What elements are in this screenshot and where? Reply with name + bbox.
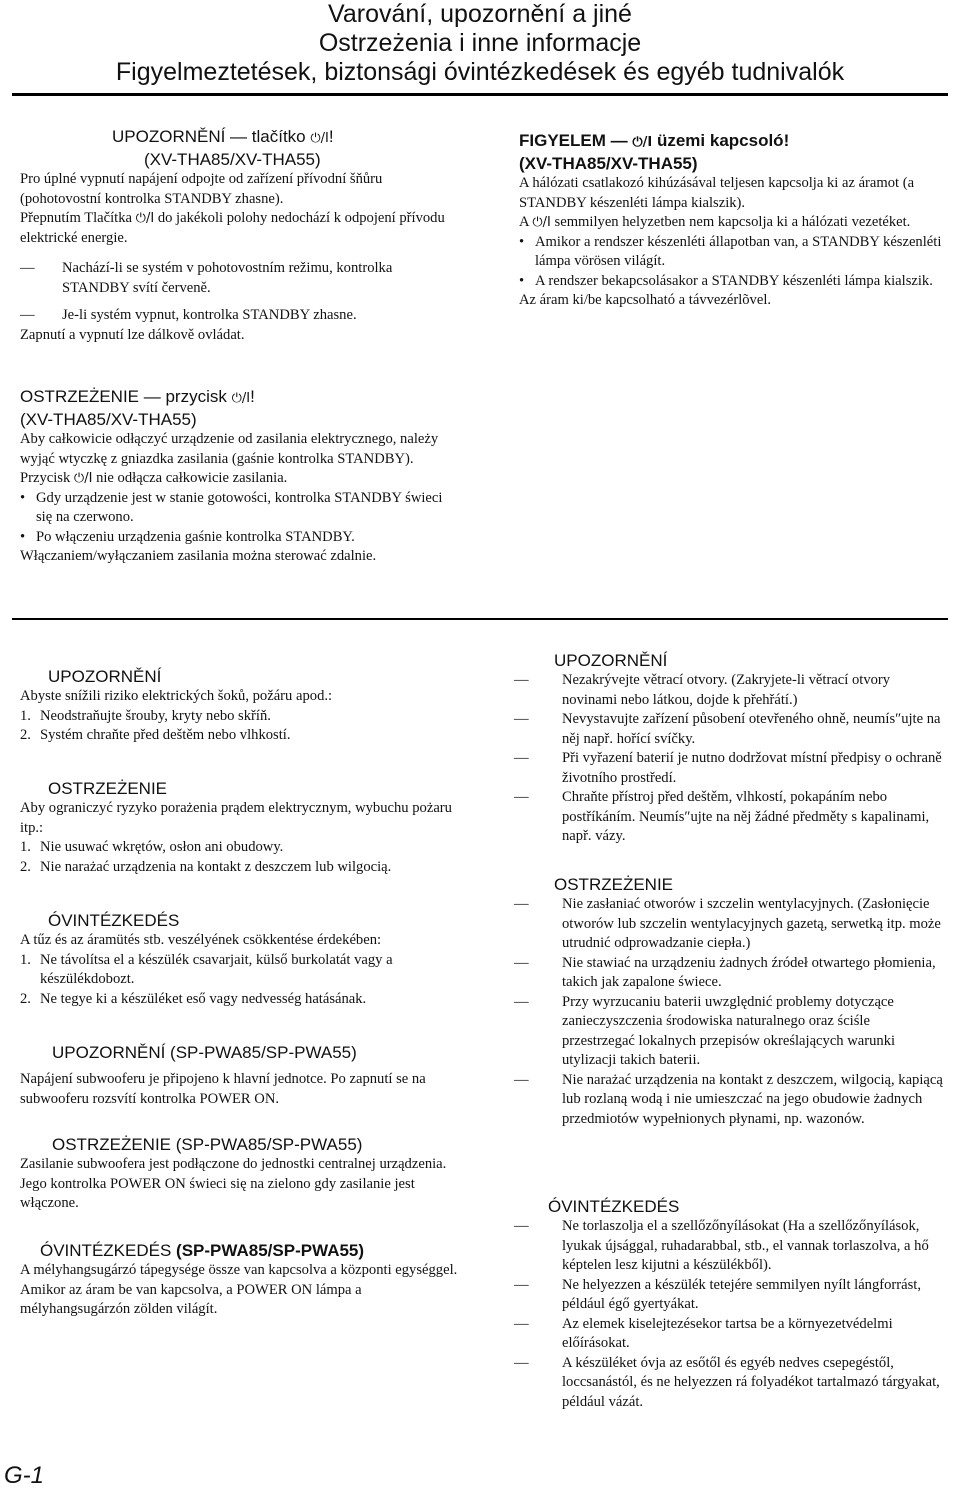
pl-shock-item-2: 2. Nie narażać urządzenia na kontakt z deszczem lub wilgocią. — [20, 858, 392, 875]
hu-sub-p2: Amikor az áram be van kapcsolva, a POWER ON lámpa a mélyhangsugárzón zölden világít. — [20, 1281, 362, 1317]
hu-button-item-1: • Amikor a rendszer készenléti állapotban van, a STANDBY készenléti lámpa vörösen világít. — [519, 233, 942, 269]
hu-vent-item-4: — A készüléket óvja az esőtől és egyéb nedves csepegéstől, loccsanástól, és ne helyezzen rá folyadékot tartalmazó tárgyakat, például vázát. — [514, 1354, 940, 1410]
pl-vent-item-3: — Przy wyrzucaniu baterii uwzględnić problemy dotyczące zanieczyszczenia środowiska naturalnego oraz ściśle przestrzegać lokalnych przepisów określających warunki utylizacji takich baterii. — [514, 993, 896, 1068]
cz-button-p1: Pro úplné vypnutí napájení odpojte od zařízení přívodní šňůru (pohotovostní kontrolka STANDBY zhasne). — [20, 171, 383, 207]
pl-shock-item-1: 1. Nie usuwać wkrętów, osłon ani obudowy. — [20, 839, 284, 855]
hu-shock-item-2: 2. Ne tegye ki a készüléket eső vagy nedvesség hatásának. — [20, 990, 367, 1007]
hu-button-p2: A ⏻/I semmilyen helyzetben nem kapcsolja ki a hálózati vezetéket. — [519, 213, 944, 233]
hu-vent-warning — [514, 1196, 944, 1412]
power-standby-icon: ⏻/I — [310, 131, 329, 146]
header-rule — [12, 93, 948, 96]
cz-shock-title: UPOZORNĚNÍ — [48, 667, 162, 686]
pl-shock-intro: Aby ograniczyć ryzyko porażenia prądem elektrycznym, wybuchu pożaru itp.: — [20, 800, 452, 836]
pl-shock-title: OSTRZEŻENIE — [48, 779, 168, 798]
hu-sub-title: ÓVINTÉZKEDÉS (SP-PWA85/SP-PWA55) — [40, 1241, 365, 1260]
pl-vent-warning — [514, 874, 944, 1129]
cz-vent-item-3: — Při vyřazení baterií je nutno dodržovat místní předpisy o ochraně životního prostředí. — [514, 750, 942, 786]
cz-button-subtitle: (XV-THA85/XV-THA55) — [144, 150, 321, 169]
cz-sub-text: Napájení subwooferu je připojeno k hlavní jednotce. Po zapnutí se na subwooferu rozsvítí kontrolka POWER ON. — [20, 1071, 426, 1107]
cz-button-item-2: — Je-li systém vypnut, kontrolka STANDBY zhasne. — [20, 307, 357, 323]
hu-vent-item-3: — Az elemek kiselejtezésekor tartsa be a környezetvédelmi előírásokat. — [514, 1315, 893, 1351]
page-header — [0, 0, 960, 87]
pl-vent-title: OSTRZEŻENIE — [554, 875, 674, 894]
pl-sub-text: Zasilanie subwoofera jest podłączone do jednostki centralnej urządzenia. Jego kontrolka POWER ON świeci się na zielono gdy zasilanie jest włączone. — [20, 1156, 447, 1211]
cz-button-p2: Přepnutím Tlačítka ⏻/I do jakékoli polohy nedochází k odpojení přívodu elektrické energie. — [20, 210, 445, 246]
hu-vent-item-1: — Ne torlaszolja el a szellőzőnyílásokat (Ha a szellőzőnyílások, lyukak újsággal, ruhadarabbal, stb., el vannak torlaszolva, a hő képtelen lesz kijutni a készülékből). — [514, 1218, 929, 1273]
hu-vent-title: ÓVINTÉZKEDÉS — [548, 1197, 680, 1216]
hu-sub-p1: A mélyhangsugárzó tápegysége össze van kapcsolva a központi egységgel. — [20, 1262, 458, 1278]
hu-sub-warning — [20, 1240, 460, 1320]
pl-button-p2: Przycisk ⏻/I nie odłącza całkowicie zasilania. — [20, 469, 460, 489]
header-title-cz: Varování, upozornění a jiné — [328, 0, 632, 28]
pl-button-item-2: • Po włączeniu urządzenia gaśnie kontrolka STANDBY. — [20, 528, 355, 545]
cz-vent-item-2: — Nevystavujte zařízení působení otevřeného ohně, neumís″ujte na něj např. hořící svíčky. — [514, 711, 941, 747]
hu-button-p3: Az áram ki/be kapcsolható a távvezérlõvel. — [519, 292, 772, 308]
hu-button-item-2: • A rendszer bekapcsolásakor a STANDBY készenléti lámpa kialszik. — [519, 272, 933, 289]
cz-button-p3: Zapnutí a vypnutí lze dálkově ovládat. — [20, 326, 245, 343]
power-standby-icon: ⏻/I — [231, 391, 251, 406]
power-standby-icon: ⏻/I — [73, 471, 93, 486]
cz-button-warning — [20, 126, 450, 345]
section-rule — [12, 618, 948, 620]
pl-button-warning — [20, 386, 460, 567]
hu-shock-warning — [20, 910, 460, 1009]
pl-button-item-1: • Gdy urządzenie jest w stanie gotowości, kontrolka STANDBY świeci się na czerwono. — [20, 489, 443, 525]
hu-shock-title: ÓVINTÉZKEDÉS — [48, 911, 180, 930]
hu-shock-item-1: 1. Ne távolítsa el a készülék csavarjait, külső burkolatát vagy a készülékdobozt. — [20, 951, 393, 987]
cz-vent-item-4: — Chraňte přístroj před deštěm, vlhkostí, pokapáním nebo postříkáním. Neumís″ujte na něj žádné předměty s kapalinami, např. vázy. — [514, 789, 930, 844]
cz-vent-warning — [514, 650, 944, 847]
cz-shock-warning — [20, 666, 460, 746]
pl-button-p1: Aby całkowicie odłączyć urządzenie od zasilania elektrycznego, należy wyjąć wtyczkę z gniazdka zasilania (gaśnie kontrolka STANDBY). — [20, 431, 439, 467]
pl-vent-item-4: — Nie narażać urządzenia na kontakt z deszczem, wilgocią, kapiącą lub rozlaną wodą i nie umieszczać na jego obudowie żadnych przedmiotów wypełnionych płynami, np. wazonów. — [514, 1071, 943, 1127]
pl-button-subtitle: (XV-THA85/XV-THA55) — [20, 410, 197, 429]
cz-button-title: UPOZORNĚNÍ — tlačítko ⏻/I! — [20, 126, 450, 149]
pl-sub-warning — [20, 1134, 460, 1214]
header-title-hu: Figyelmeztetések, biztonsági óvintézkedések és egyéb tudnivalók — [115, 58, 845, 86]
cz-vent-title: UPOZORNĚNÍ — [554, 651, 668, 670]
cz-vent-item-1: — Nezakrývejte větrací otvory. (Zakryjete-li větrací otvory novinami nebo látkou, dojde k přehřátí.) — [514, 672, 891, 708]
hu-button-warning — [519, 130, 944, 311]
hu-button-title: FIGYELEM — ⏻/I üzemi kapcsoló! — [519, 130, 944, 153]
pl-vent-item-1: — Nie zasłaniać otworów i szczelin wentylacyjnych. (Zasłonięcie otworów lub szczelin wentylacyjnych gazetą, serwetką itp. może utrudnić odprowadzanie ciepła.) — [514, 896, 941, 951]
pl-shock-warning — [20, 778, 460, 877]
pl-sub-title: OSTRZEŻENIE (SP-PWA85/SP-PWA55) — [52, 1135, 363, 1154]
cz-sub-title: UPOZORNĚNÍ (SP-PWA85/SP-PWA55) — [52, 1043, 357, 1062]
hu-vent-item-2: — Ne helyezzen a készülék tetejére semmilyen nyílt lángforrást, például égő gyertyákat. — [514, 1276, 922, 1312]
power-standby-icon: ⏻/I — [135, 211, 155, 226]
hu-button-p1: A hálózati csatlakozó kihúzásával teljesen kapcsolja ki az áramot (a STANDBY készenléti lámpa kialszik). — [519, 175, 915, 211]
hu-shock-intro: A tűz és az áramütés stb. veszélyének csökkentése érdekében: — [20, 932, 382, 948]
pl-button-title: OSTRZEŻENIE — przycisk ⏻/I! — [20, 386, 460, 409]
pl-vent-item-2: — Nie stawiać na urządzeniu żadnych źródeł otwartego płomienia, takich jak zapalone świece. — [514, 954, 936, 990]
pl-button-p3: Włączaniem/wyłączaniem zasilania można sterować zdalnie. — [20, 548, 377, 564]
cz-shock-item-2: 2. Systém chraňte před deštěm nebo vlhkostí. — [20, 727, 291, 743]
power-standby-icon: ⏻/I — [632, 135, 653, 150]
cz-shock-intro: Abyste snížili riziko elektrických šoků, požáru apod.: — [20, 688, 333, 704]
cz-button-item-1: — Nachází-li se systém v pohotovostním režimu, kontrolka STANDBY svítí červeně. — [20, 260, 393, 296]
power-standby-icon: ⏻/I — [532, 215, 551, 230]
cz-sub-warning — [20, 1042, 460, 1109]
page-number: G-1 — [4, 1462, 45, 1489]
cz-shock-item-1: 1. Neodstraňujte šrouby, kryty nebo skříň. — [20, 707, 271, 724]
hu-button-subtitle: (XV-THA85/XV-THA55) — [519, 154, 698, 173]
header-title-pl: Ostrzeżenia i inne informacje — [318, 29, 642, 57]
